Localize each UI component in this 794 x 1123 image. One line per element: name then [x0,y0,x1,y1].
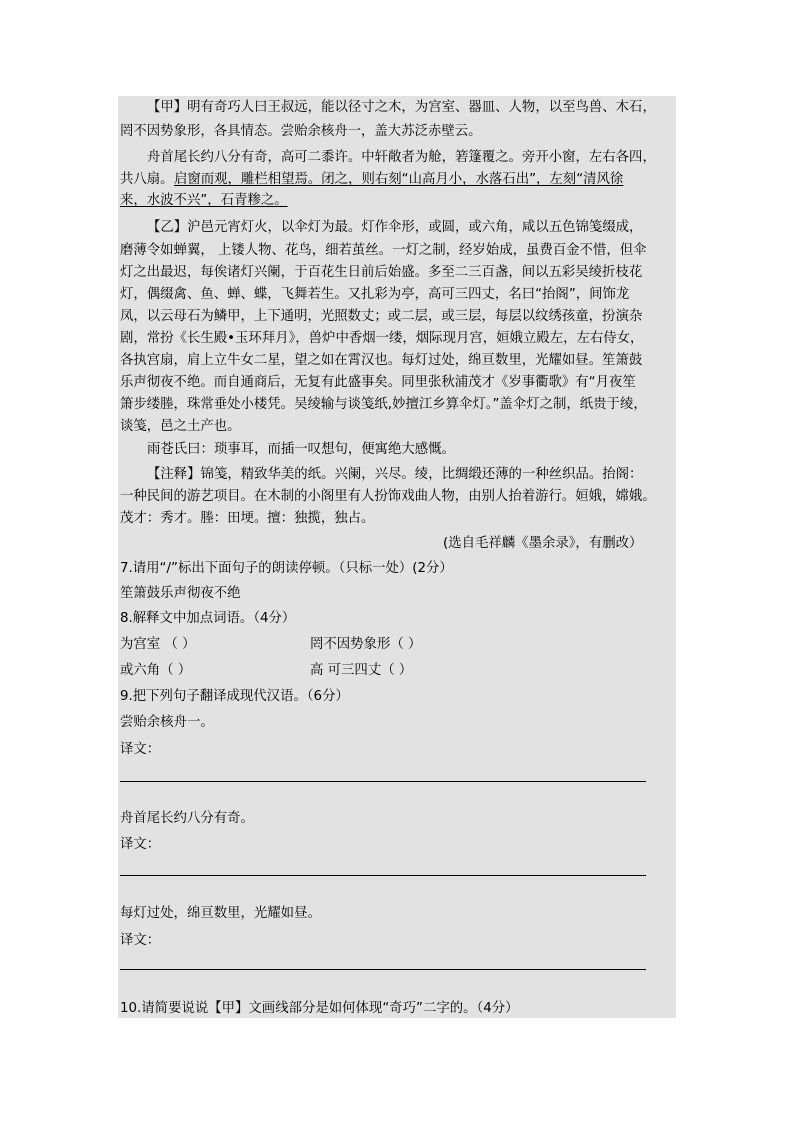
passage-b-line-7: 各执宫扇，肩上立牛女二星，望之如在霄汉也。每灯过处，绵亘数里，光耀如昼。笙箫鼓 [120,353,643,368]
question-7-title: 7.请用“/”标出下面句子的朗读停顿。（只标一处）(2分） [120,561,453,576]
question-7-sentence: 笙箫鼓乐声彻夜不绝 [120,586,241,601]
translation-label-2: 译文： [120,837,161,852]
passage-a-line-4a: 共八扇。 [120,172,174,187]
answer-line-3[interactable] [120,969,646,970]
passage-a-line-3: 舟首尾长约八分有奇，高可二黍许。中轩敞者为舱，箬篷覆之。旁开小窗，左右各四， [147,150,656,165]
passage-b-line-1: 【乙】沪邑元宵灯火，以伞灯为最。灯作伞形，或圆，或六角，咸以五色锦笺缀成， [147,220,643,235]
question-9-sentence-1: 尝贻余核舟一。 [120,715,214,730]
question-10-title: 10.请简要说说【甲】文画线部分是如何体现“奇巧”二字的。（4分） [120,1001,519,1016]
question-8-item-1[interactable]: 为宫室 （ ） [120,637,196,652]
question-9-sentence-3: 每灯过处，绵亘数里，光耀如昼。 [120,906,321,921]
passage-b-line-8: 乐声彻夜不绝。而自通商后，无复有此盛事矣。同里张秋浦茂才《岁事衢歌》有“月夜笙 [120,375,636,390]
passage-a-underlined-line-5: 来，水波不兴”，石青糁之。 [120,193,288,208]
translation-label-3: 译文： [120,933,161,948]
passage-b-line-4: 灯，偶缀禽、鱼、蝉、蝶，飞舞若生。又扎彩为亭，高可三四丈，名曰“抬阁”，间饰龙 [120,287,630,302]
passage-b-line-5: 凤，以云母石为鳞甲，上下通明，光照数丈；或二层，或三层，每层以纹绣孩童，扮演杂 [120,309,643,324]
translation-label-1: 译文： [120,742,161,757]
question-8-item-3[interactable]: 或六角（ ） [120,663,192,678]
question-8-title: 8.解释文中加点词语。（4分） [120,611,296,626]
passage-b-line-10: 谈笺，邑之土产也。 [120,419,241,434]
answer-line-1[interactable] [120,781,646,782]
question-8-item-4[interactable]: 高 可三四丈（ ） [310,663,413,678]
passage-a-underlined-line-4: 启窗而观，雕栏相望焉。闭之，则右刻“山高月小，水落石出”，左刻“清风徐 [174,172,624,187]
question-9-sentence-2: 舟首尾长约八分有奇。 [120,811,254,826]
source-citation: (选自毛祥麟《墨余录》，有删改） [443,536,643,551]
passage-a-line-2: 罔不因势象形，各具情态。尝贻余核舟一，盖大苏泛赤壁云。 [120,124,482,139]
notes-line-2: 一种民间的游艺项目。在木制的小阁里有人扮饰戏曲人物，由别人抬着游行。姮娥，嫦娥。 [120,489,656,504]
passage-b-line-2: 磨薄令如蝉翼， 上镂人物、花鸟，细若茧丝。一灯之制，经岁始成，虽费百金不惜，但伞 [120,243,647,258]
question-9-title: 9.把下列句子翻译成现代汉语。（6分） [120,689,349,704]
notes-line-3: 茂才：秀才。塍：田埂。擅：独揽，独占。 [120,511,375,526]
passage-b-line-9: 箫步缕塍，珠常垂处小楼凭。吴绫输与谈笺纸,妙擅江乡算伞灯。”盖伞灯之制，纸贵于绫， [120,397,647,412]
passage-a-line-1: 【甲】明有奇巧人曰王叔远，能以径寸之木，为宫室、器皿、人物，以至鸟兽、木石， [147,100,656,115]
commentary: 雨苍氏曰：琐事耳，而插一叹想句，便寓绝大感慨。 [147,442,455,457]
passage-b-line-3: 灯之出最迟，每俟诸灯兴阑，于百花生日前后始盛。多至二三百盏，间以五彩吴绫折枝花 [120,265,643,280]
answer-line-2[interactable] [120,875,646,876]
question-8-item-2[interactable]: 罔不因势象形（ ） [310,637,422,652]
notes-line-1: 【注释】锦笺，精致华美的纸。兴阑，兴尽。绫，比绸缎还薄的一种丝织品。抬阁： [147,467,643,482]
passage-b-line-6: 剧，常扮《长生殿•玉环拜月》，兽炉中香烟一缕，烟际现月宫，姮娥立殿左，左右侍女， [120,331,644,346]
